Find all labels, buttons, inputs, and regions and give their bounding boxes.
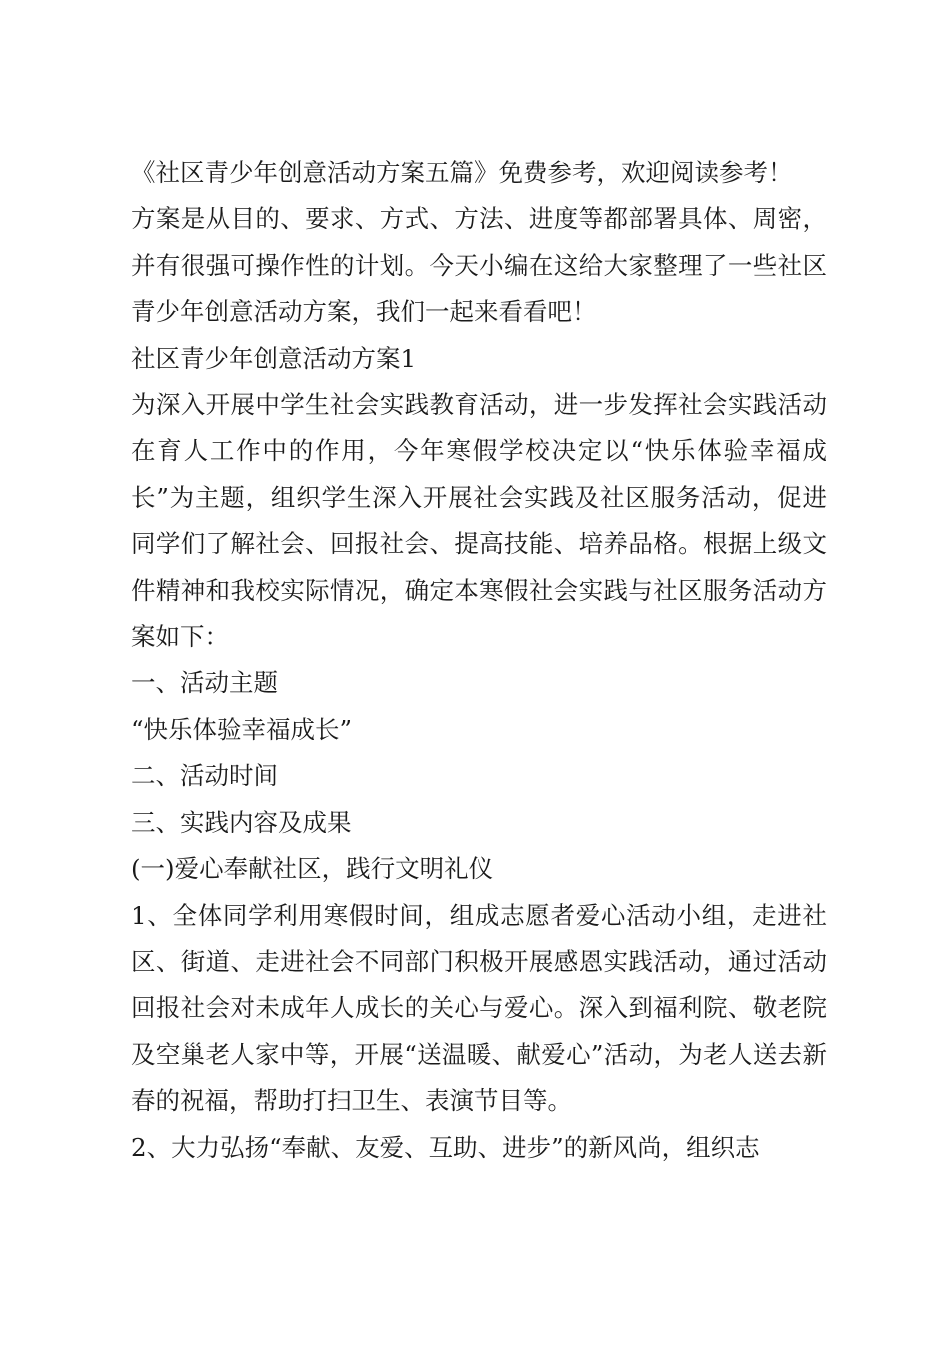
list-item-1: 1、全体同学利用寒假时间，组成志愿者爱心活动小组，走进社区、街道、走进社会不同部门积极开展感恩实践活动，通过活动回报社会对未成年人成长的关心与爱心。深入到福利院、敬老院及空巢老人家中等，开展“送温暖、献爱心”活动，为老人送去新春的祝福，帮助打扫卫生、表演节目等。 — [131, 900, 827, 1116]
heading-activity-theme: 一、活动主题 — [131, 668, 278, 698]
subheading-community: (一)爱心奉献社区，践行文明礼仪 — [131, 854, 494, 884]
definition-paragraph: 方案是从目的、要求、方式、方法、进度等都部署具体、周密，并有很强可操作性的计划。今天小编在这给大家整理了一些社区青少年创意活动方案，我们一起来看看吧！ — [131, 204, 827, 327]
intro-line: 《社区青少年创意活动方案五篇》免费参考，欢迎阅读参考！ — [131, 158, 793, 187]
section-title: 社区青少年创意活动方案1 — [131, 343, 417, 373]
document-body — [131, 150, 827, 1171]
list-item-2: 2、大力弘扬“奉献、友爱、互助、进步”的新风尚，组织志 — [131, 1132, 760, 1162]
background-paragraph: 为深入开展中学生社会实践教育活动，进一步发挥社会实践活动在育人工作中的作用，今年寒假学校决定以“快乐体验幸福成长”为主题，组织学生深入开展社会实践及社区服务活动，促进同学们了解社会、回报社会、提高技能、培养品格。根据上级文件精神和我校实际情况，确定本寒假社会实践与社区服务活动方案如下： — [131, 390, 827, 652]
theme-text: “快乐体验幸福成长” — [131, 714, 353, 744]
heading-practice-content: 三、实践内容及成果 — [131, 807, 352, 837]
heading-activity-time: 二、活动时间 — [131, 761, 278, 791]
